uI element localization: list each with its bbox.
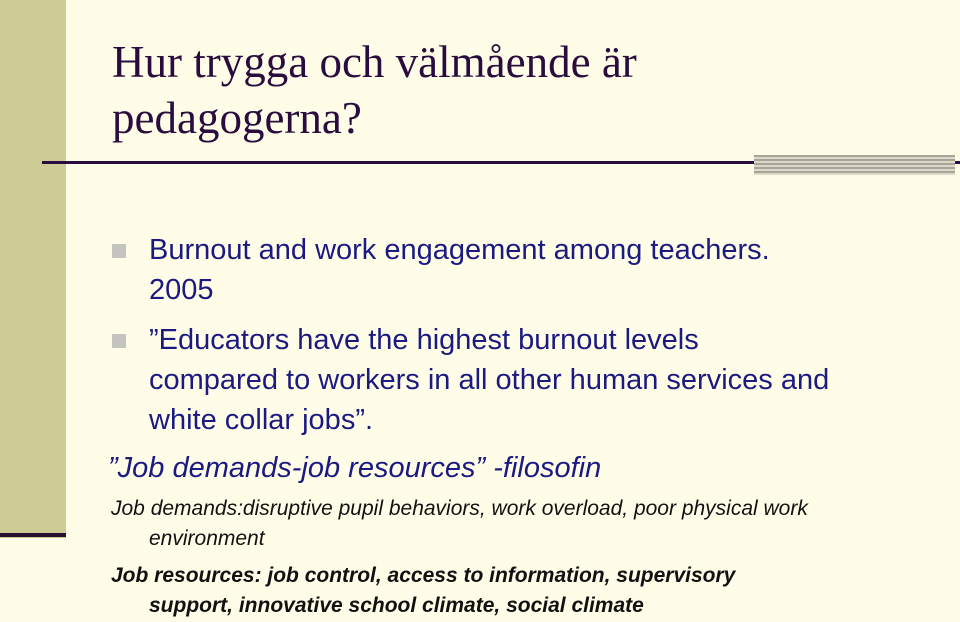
accent-bar-decoration bbox=[754, 155, 955, 175]
philosophy-heading: ”Job demands-job resources” -filosofin bbox=[108, 452, 602, 484]
job-demands-line-2: environment bbox=[149, 527, 265, 550]
bullet-item-burnout-study bbox=[149, 230, 909, 310]
job-resources-line-2: support, innovative school climate, social climate bbox=[149, 594, 644, 617]
job-resources-line-1: Job resources: job control, access to information, supervisory bbox=[111, 564, 736, 587]
sidebar-rule bbox=[0, 533, 66, 537]
bullet-2-line-1: ”Educators have the highest burnout levels bbox=[149, 324, 699, 356]
bullet-item-educators-quote bbox=[149, 320, 949, 440]
bullet-2-line-2: compared to workers in all other human services and bbox=[149, 364, 830, 396]
title-line-2: pedagogerna? bbox=[112, 93, 362, 143]
square-bullet-icon bbox=[112, 244, 126, 258]
slide-title bbox=[112, 34, 872, 146]
bullet-1-line-1: Burnout and work engagement among teachers. bbox=[149, 234, 770, 266]
bullet-2-line-3: white collar jobs”. bbox=[149, 404, 374, 436]
job-demands-line-1: Job demands:disruptive pupil behaviors, work overload, poor physical work bbox=[111, 497, 808, 520]
bullet-1-line-2: 2005 bbox=[149, 274, 214, 306]
square-bullet-icon bbox=[112, 334, 126, 348]
title-line-1: Hur trygga och välmående är bbox=[112, 37, 637, 87]
left-sidebar-decoration bbox=[0, 0, 66, 538]
